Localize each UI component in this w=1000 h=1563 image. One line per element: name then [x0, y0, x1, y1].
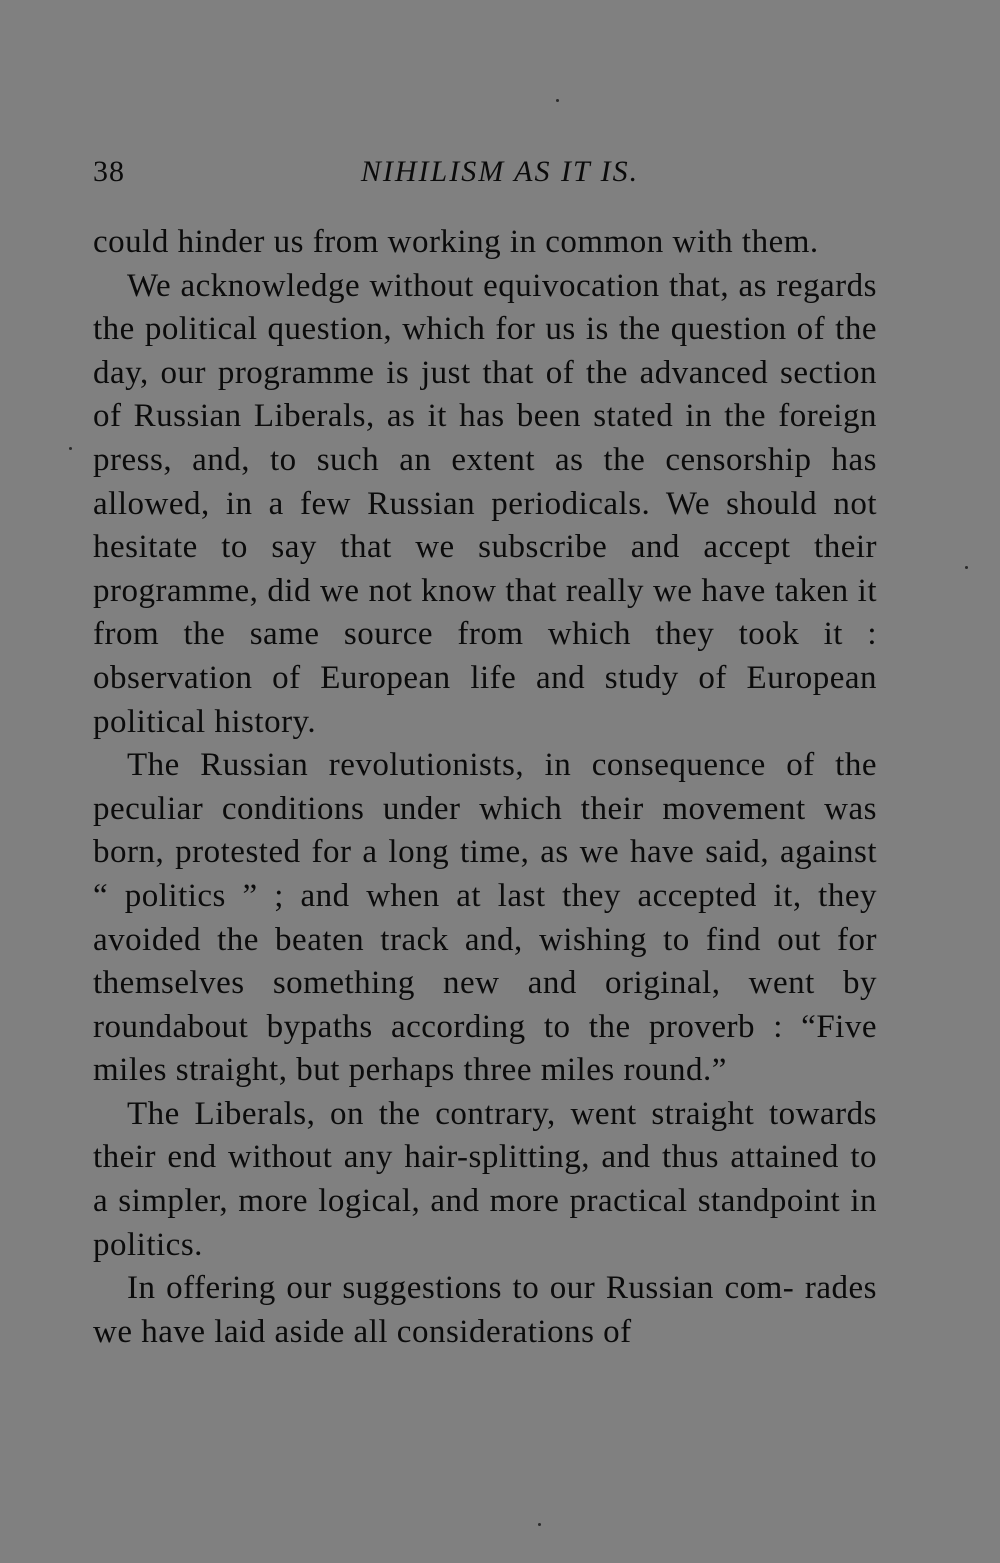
scan-speck: [556, 99, 559, 102]
scan-speck: [69, 447, 72, 450]
paragraph: The Russian revolutionists, in consequence of the peculiar conditions under which their movement was born, protested for a long time, as we have said, against “ politics ” ; and when at last they accepted it, they avoided the beaten track and, wishing to find out for themselves something new and original, went by roundabout bypaths according to the proverb : “Five miles straight, but perhaps three miles round.”: [93, 747, 877, 1089]
paragraph: The Liberals, on the contrary, went straight towards their end without any hair-splitting, and thus attained to a simpler, more logical, and more practical standpoint in politics.: [93, 1095, 877, 1263]
scan-speck: [538, 1523, 541, 1526]
page-number: 38: [93, 155, 125, 188]
paragraph: We acknowledge without equivocation that, as regards the political question, which for us is the question of the day, our programme is just that of the advanced section of Russian Liberals, as it has been stated in the foreign press, and, to such an extent as the censorship has allowed, in a few Russian periodicals. We should not hesitate to say that we subscribe and accept their programme, did we not know that really we have taken it from the same source from which they took it : observation of European life and study of European political history.: [93, 267, 877, 740]
scan-speck: [965, 566, 968, 569]
body-text: [93, 221, 877, 1354]
running-title: NIHILISM AS IT IS.: [360, 155, 640, 188]
paragraph: In offering our suggestions to our Russian com- rades we have laid aside all considerations of: [93, 1270, 877, 1350]
page-header: [93, 150, 877, 194]
paragraph-continuation: could hinder us from working in common with them.: [93, 224, 819, 260]
